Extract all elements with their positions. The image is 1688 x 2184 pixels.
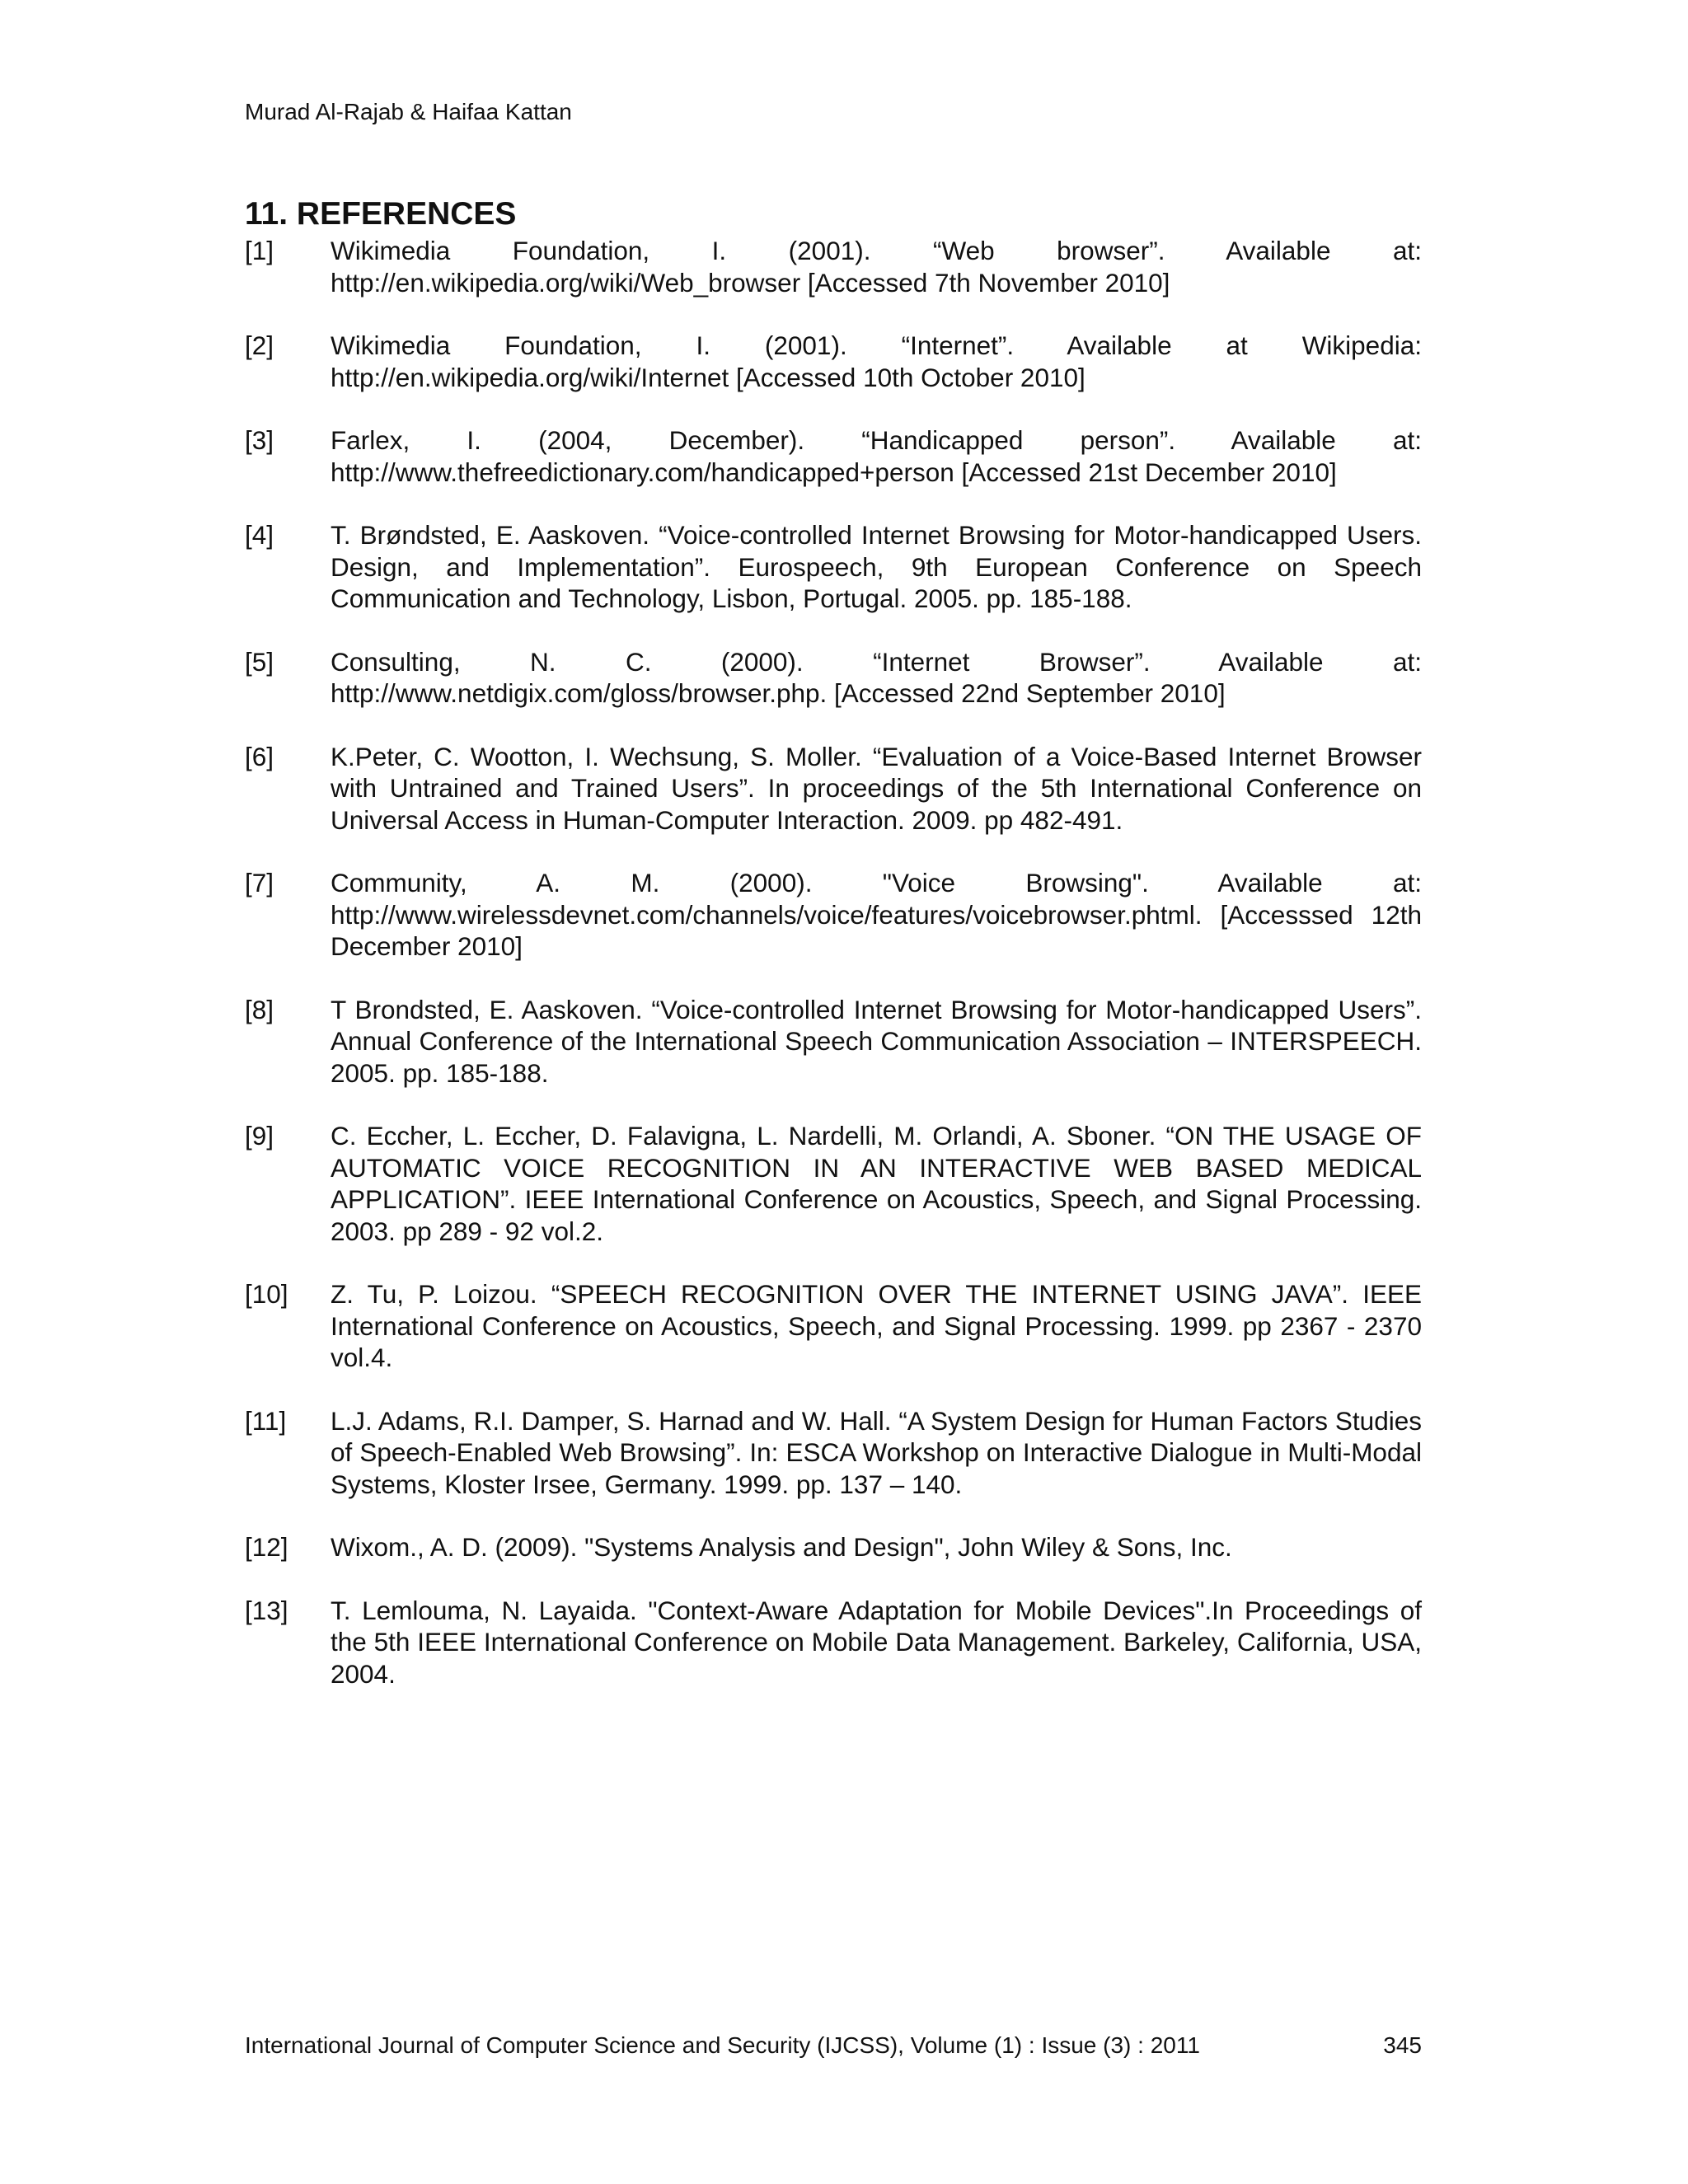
- reference-text: T. Lemlouma, N. Layaida. "Context-Aware Adaptation for Mobile Devices".In Proceedings of the 5th IEEE International Conference on Mobile Data Management. Barkeley, California, USA, 2004.: [331, 1595, 1422, 1689]
- reference-text: Farlex, I. (2004, December). “Handicapped person”. Available at: http://www.thefreedictionary.com/handicapped+person [Accessed 21st December 2010]: [331, 425, 1422, 487]
- reference-text: T. Brøndsted, E. Aaskoven. “Voice-controlled Internet Browsing for Motor-handicapped Users. Design, and Implementation”. Eurospeech, 9th European Conference on Speech Communication and Technology, Lisbon, Portugal. 2005. pp. 185-188.: [331, 520, 1422, 613]
- reference-item: [245, 424, 1422, 488]
- reference-item: [245, 1405, 1422, 1501]
- reference-number: [9]: [245, 1121, 274, 1151]
- reference-item: [245, 1120, 1422, 1247]
- reference-item: [245, 235, 1422, 298]
- reference-item: [245, 1595, 1422, 1690]
- reference-text: K.Peter, C. Wootton, I. Wechsung, S. Moller. “Evaluation of a Voice-Based Internet Browser with Untrained and Trained Users”. In proceedings of the 5th International Conference on Universal Access in Human-Computer Interaction. 2009. pp 482-491.: [331, 741, 1422, 835]
- reference-list: [245, 235, 1422, 1721]
- reference-text: Community, A. M. (2000). "Voice Browsing". Available at: http://www.wirelessdevnet.com/channels/voice/features/voicebrowser.phtml. [Accesssed 12th December 2010]: [331, 868, 1422, 961]
- reference-text: Consulting, N. C. (2000). “Internet Browser”. Available at: http://www.netdigix.com/gloss/browser.php. [Accessed 22nd September 2010]: [331, 646, 1422, 708]
- reference-text: T Brondsted, E. Aaskoven. “Voice-controlled Internet Browsing for Motor-handicapped Users”. Annual Conference of the International Speech Communication Association – INTERSPEECH. 2005. pp. 185-188.: [331, 994, 1422, 1088]
- reference-item: [245, 1531, 1422, 1563]
- reference-number: [8]: [245, 994, 274, 1024]
- reference-text: Wikimedia Foundation, I. (2001). “Web browser”. Available at: http://en.wikipedia.org/wiki/Web_browser [Accessed 7th November 2010]: [331, 236, 1422, 298]
- reference-text: Wixom., A. D. (2009). "Systems Analysis and Design", John Wiley & Sons, Inc.: [331, 1532, 1232, 1562]
- reference-item: [245, 519, 1422, 615]
- reference-number: [4]: [245, 520, 274, 550]
- reference-text: C. Eccher, L. Eccher, D. Falavigna, L. Nardelli, M. Orlandi, A. Sboner. “ON THE USAGE OF AUTOMATIC VOICE RECOGNITION IN AN INTERACTIVE WEB BASED MEDICAL APPLICATION”. IEEE International Conference on Acoustics, Speech, and Signal Processing. 2003. pp 289 - 92 vol.2.: [331, 1121, 1422, 1246]
- reference-number: [6]: [245, 741, 274, 771]
- reference-item: [245, 994, 1422, 1090]
- running-header: Murad Al-Rajab & Haifaa Kattan: [245, 99, 572, 124]
- reference-item: [245, 867, 1422, 963]
- reference-text: Wikimedia Foundation, I. (2001). “Internet”. Available at Wikipedia: http://en.wikipedia.org/wiki/Internet [Accessed 10th October 2010]: [331, 330, 1422, 392]
- reference-number: [12]: [245, 1532, 288, 1562]
- footer-journal-citation: International Journal of Computer Science and Security (IJCSS), Volume (1) : Issue (3) : 2011: [245, 2032, 1200, 2058]
- reference-text: Z. Tu, P. Loizou. “SPEECH RECOGNITION OVER THE INTERNET USING JAVA”. IEEE International Conference on Acoustics, Speech, and Signal Processing. 1999. pp 2367 - 2370 vol.4.: [331, 1279, 1422, 1372]
- reference-item: [245, 330, 1422, 393]
- section-title: 11. REFERENCES: [245, 196, 517, 232]
- reference-number: [5]: [245, 646, 274, 677]
- reference-item: [245, 741, 1422, 837]
- reference-number: [10]: [245, 1279, 288, 1309]
- reference-item: [245, 646, 1422, 710]
- reference-number: [13]: [245, 1595, 288, 1625]
- reference-number: [3]: [245, 425, 274, 455]
- reference-text: L.J. Adams, R.I. Damper, S. Harnad and W. Hall. “A System Design for Human Factors Studies of Speech-Enabled Web Browsing”. In: ESCA Workshop on Interactive Dialogue in Multi-Modal Systems, Kloster Irsee, Germany. 1999. pp. 137 – 140.: [331, 1405, 1422, 1499]
- reference-number: [11]: [245, 1405, 287, 1436]
- reference-number: [2]: [245, 330, 274, 360]
- reference-item: [245, 1278, 1422, 1374]
- page-number: 345: [1383, 2032, 1422, 2058]
- reference-number: [7]: [245, 868, 274, 898]
- reference-number: [1]: [245, 236, 274, 265]
